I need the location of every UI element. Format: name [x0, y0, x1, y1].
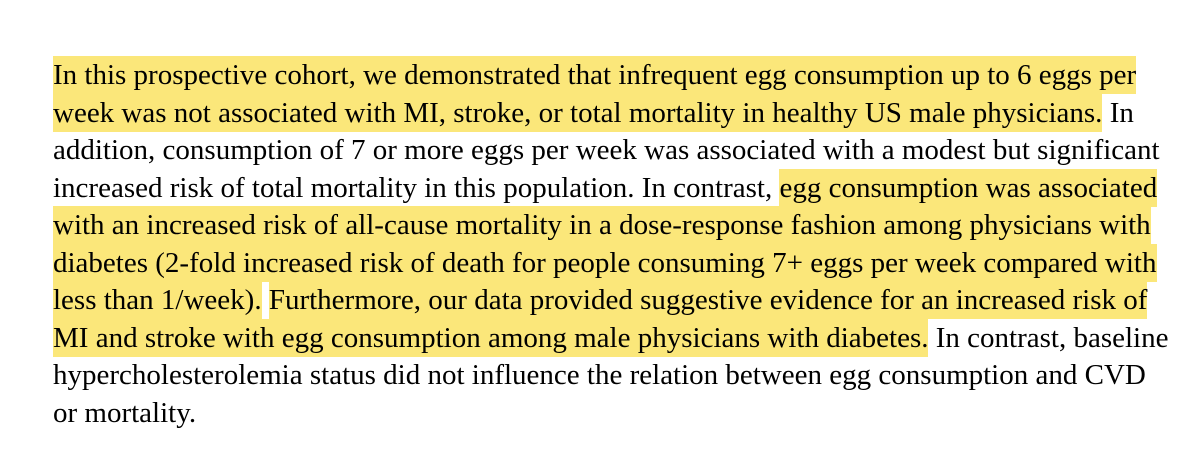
- highlighted-text: with an increased risk of all-cause mortality in a dose-response fashion among physicians with: [53, 206, 1151, 244]
- plain-text: In: [1102, 97, 1134, 129]
- highlighted-text: diabetes (2-fold increased risk of death for people consuming 7+ eggs per week compared with: [53, 244, 1157, 282]
- plain-text: or mortality.: [53, 397, 197, 429]
- plain-text: In contrast, baseline: [928, 322, 1169, 354]
- highlighted-text: Furthermore, our data provided suggestive evidence for an increased risk of: [269, 281, 1148, 319]
- text-line: [24, 18, 1137, 91]
- text-line: [24, 243, 1148, 316]
- highlighted-text: egg consumption was associated: [779, 169, 1157, 207]
- text-line: [24, 281, 1169, 354]
- text-line: [24, 56, 1134, 129]
- highlighted-text: In this prospective cohort, we demonstrated that infrequent egg consumption up to 6 eggs per: [53, 56, 1136, 94]
- text-line: [24, 206, 1157, 279]
- plain-text: hypercholesterolemia status did not influence the relation between egg consumption and CVD: [53, 359, 1146, 391]
- highlighted-text: less than 1/week).: [53, 281, 262, 319]
- text-line: [24, 93, 1160, 166]
- text-line: [24, 168, 1151, 241]
- highlighted-text: week was not associated with MI, stroke, or total mortality in healthy US male physicians.: [53, 94, 1102, 132]
- text-line: [24, 356, 197, 429]
- text-line: [24, 318, 1146, 391]
- plain-text: addition, consumption of 7 or more eggs per week was associated with a modest but significant: [53, 134, 1160, 166]
- highlighted-text: MI and stroke with egg consumption among male physicians with diabetes.: [53, 319, 928, 357]
- plain-text: increased risk of total mortality in this population. In contrast,: [53, 172, 780, 204]
- text-line: [24, 131, 1158, 204]
